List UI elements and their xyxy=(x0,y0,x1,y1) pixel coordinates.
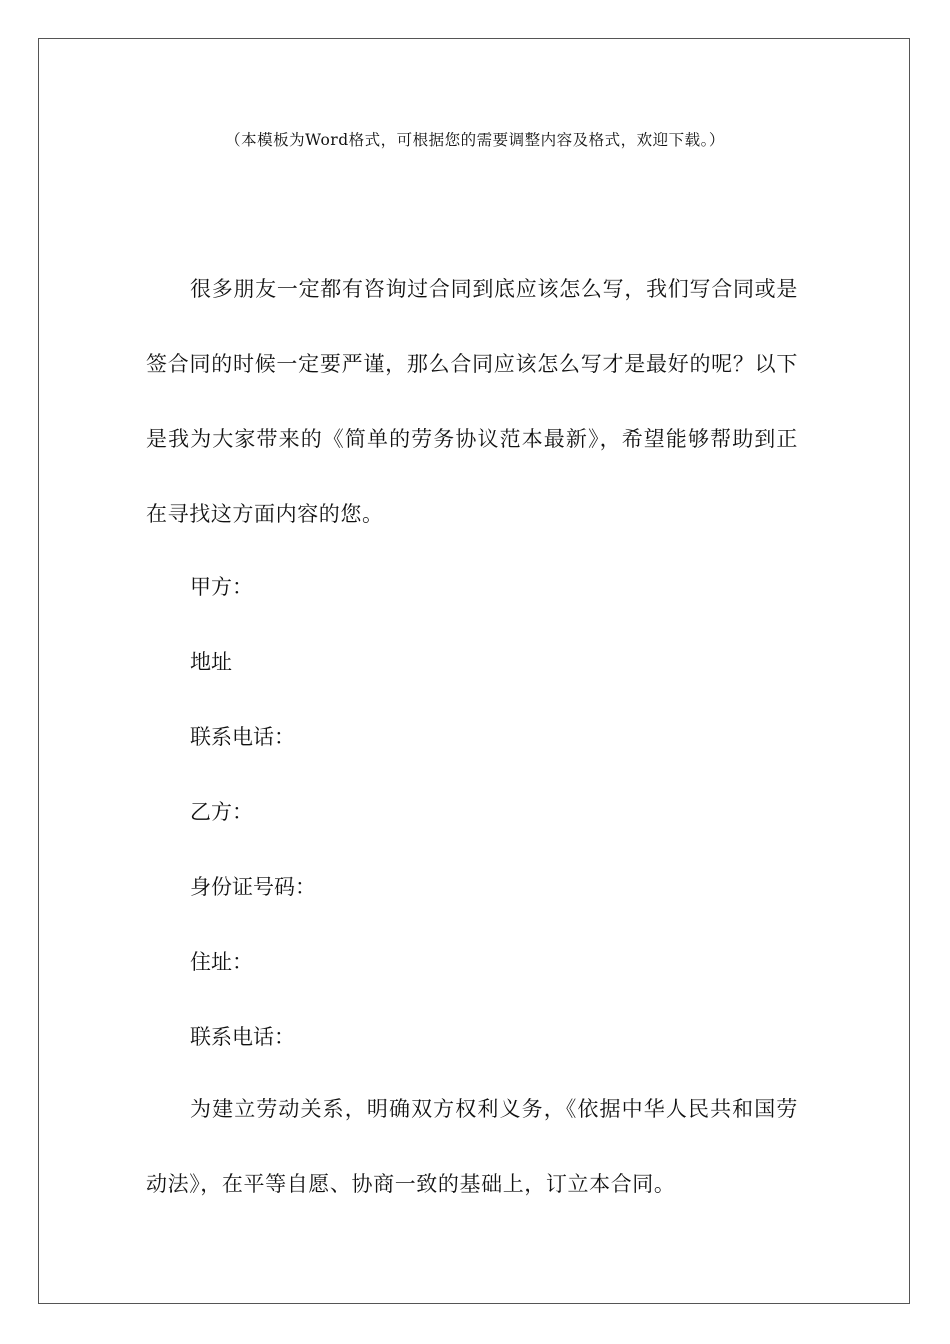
party-b-id-label: 身份证号码： xyxy=(190,875,316,899)
party-b-phone-label: 联系电话： xyxy=(190,1025,295,1049)
template-note: （本模板为Word格式，可根据您的需要调整内容及格式，欢迎下载。） xyxy=(225,131,725,149)
party-a-address-label: 地址 xyxy=(190,650,232,674)
party-a-label: 甲方： xyxy=(190,575,253,599)
party-b-address-label: 住址： xyxy=(190,950,253,974)
intro-paragraph: 很多朋友一定都有咨询过合同到底应该怎么写，我们写合同或是签合同的时候一定要严谨，那么合同应该怎么写才是最好的呢？以下是我为大家带来的《简单的劳务协议范本最新》，希望能够帮助到正在寻找这方面内容的您。 xyxy=(146,277,798,526)
party-a-phone-label: 联系电话： xyxy=(190,725,295,749)
party-b-label: 乙方： xyxy=(190,800,253,824)
closing-paragraph: 为建立劳动关系，明确双方权利义务，《依据中华人民共和国劳动法》，在平等自愿、协商一致的基础上，订立本合同。 xyxy=(146,1097,798,1196)
